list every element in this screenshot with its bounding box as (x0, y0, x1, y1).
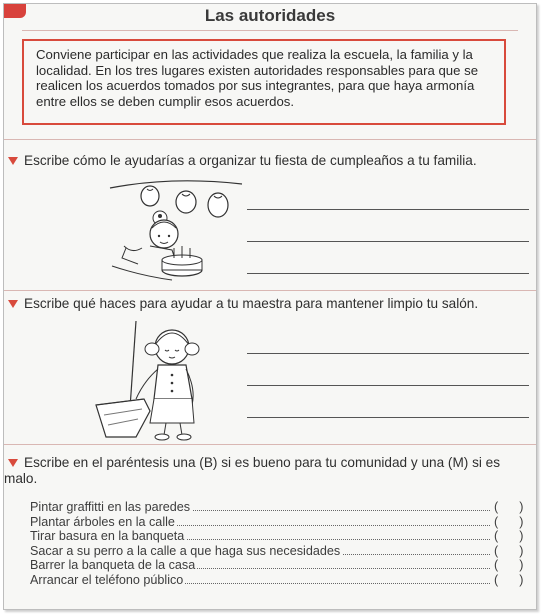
page-title: Las autoridades (204, 6, 336, 25)
question-text: Escribe qué haces para ayudar a tu maestra para mantener limpio tu salón. (24, 296, 479, 311)
section-divider (4, 139, 536, 140)
question-text: Escribe cómo le ayudarías a organizar tu fiesta de cumpleaños a tu familia. (24, 153, 477, 168)
list-item[interactable]: Barrer la banqueta de la casa ( ) (30, 558, 530, 573)
list-item[interactable]: Pintar graffitti en las paredes ( ) (30, 500, 530, 515)
good-bad-list (30, 500, 530, 587)
list-item[interactable]: Plantar árboles en la calle ( ) (30, 515, 530, 530)
question-text: Escribe en el paréntesis una (B) si es bueno para tu comunidad y una (M) si es malo. (4, 455, 501, 486)
question-3 (4, 455, 534, 487)
list-item[interactable]: Tirar basura en la banqueta ( ) (30, 529, 530, 544)
section-divider (4, 290, 536, 291)
answer-line[interactable] (247, 241, 529, 242)
list-item[interactable]: Sacar a su perro a la calle a que haga sus necesidades ( ) (30, 544, 530, 559)
cleaning-girl-illustration (84, 319, 244, 444)
answer-line[interactable] (247, 209, 529, 210)
answer-line[interactable] (247, 353, 529, 354)
question-1 (4, 153, 534, 169)
answer-parentheses[interactable]: ( ) (494, 573, 528, 588)
info-text: Conviene participar en las actividades que realiza la escuela, la familia y la localidad. En los tres lugares existen autoridades responsables para que se realicen los acuerdos tomados por sus integrantes, para que haya armonía entre ellos se deben cumplir esos acuerdos. (36, 47, 479, 109)
answer-parentheses[interactable]: ( ) (494, 500, 528, 515)
answer-line[interactable] (247, 385, 529, 386)
list-item[interactable]: Arrancar el teléfono público ( ) (30, 573, 530, 588)
title-divider (22, 30, 518, 31)
triangle-bullet-icon (8, 157, 18, 165)
worksheet-page (3, 3, 537, 610)
section-divider (4, 444, 536, 445)
answer-parentheses[interactable]: ( ) (494, 529, 528, 544)
birthday-girl-illustration (102, 176, 247, 284)
answer-line[interactable] (247, 417, 529, 418)
answer-parentheses[interactable]: ( ) (494, 544, 528, 559)
info-box (22, 39, 506, 125)
question-2 (4, 296, 534, 312)
answer-parentheses[interactable]: ( ) (494, 515, 528, 530)
answer-line[interactable] (247, 273, 529, 274)
answer-parentheses[interactable]: ( ) (494, 558, 528, 573)
triangle-bullet-icon (8, 300, 18, 308)
triangle-bullet-icon (8, 459, 18, 467)
